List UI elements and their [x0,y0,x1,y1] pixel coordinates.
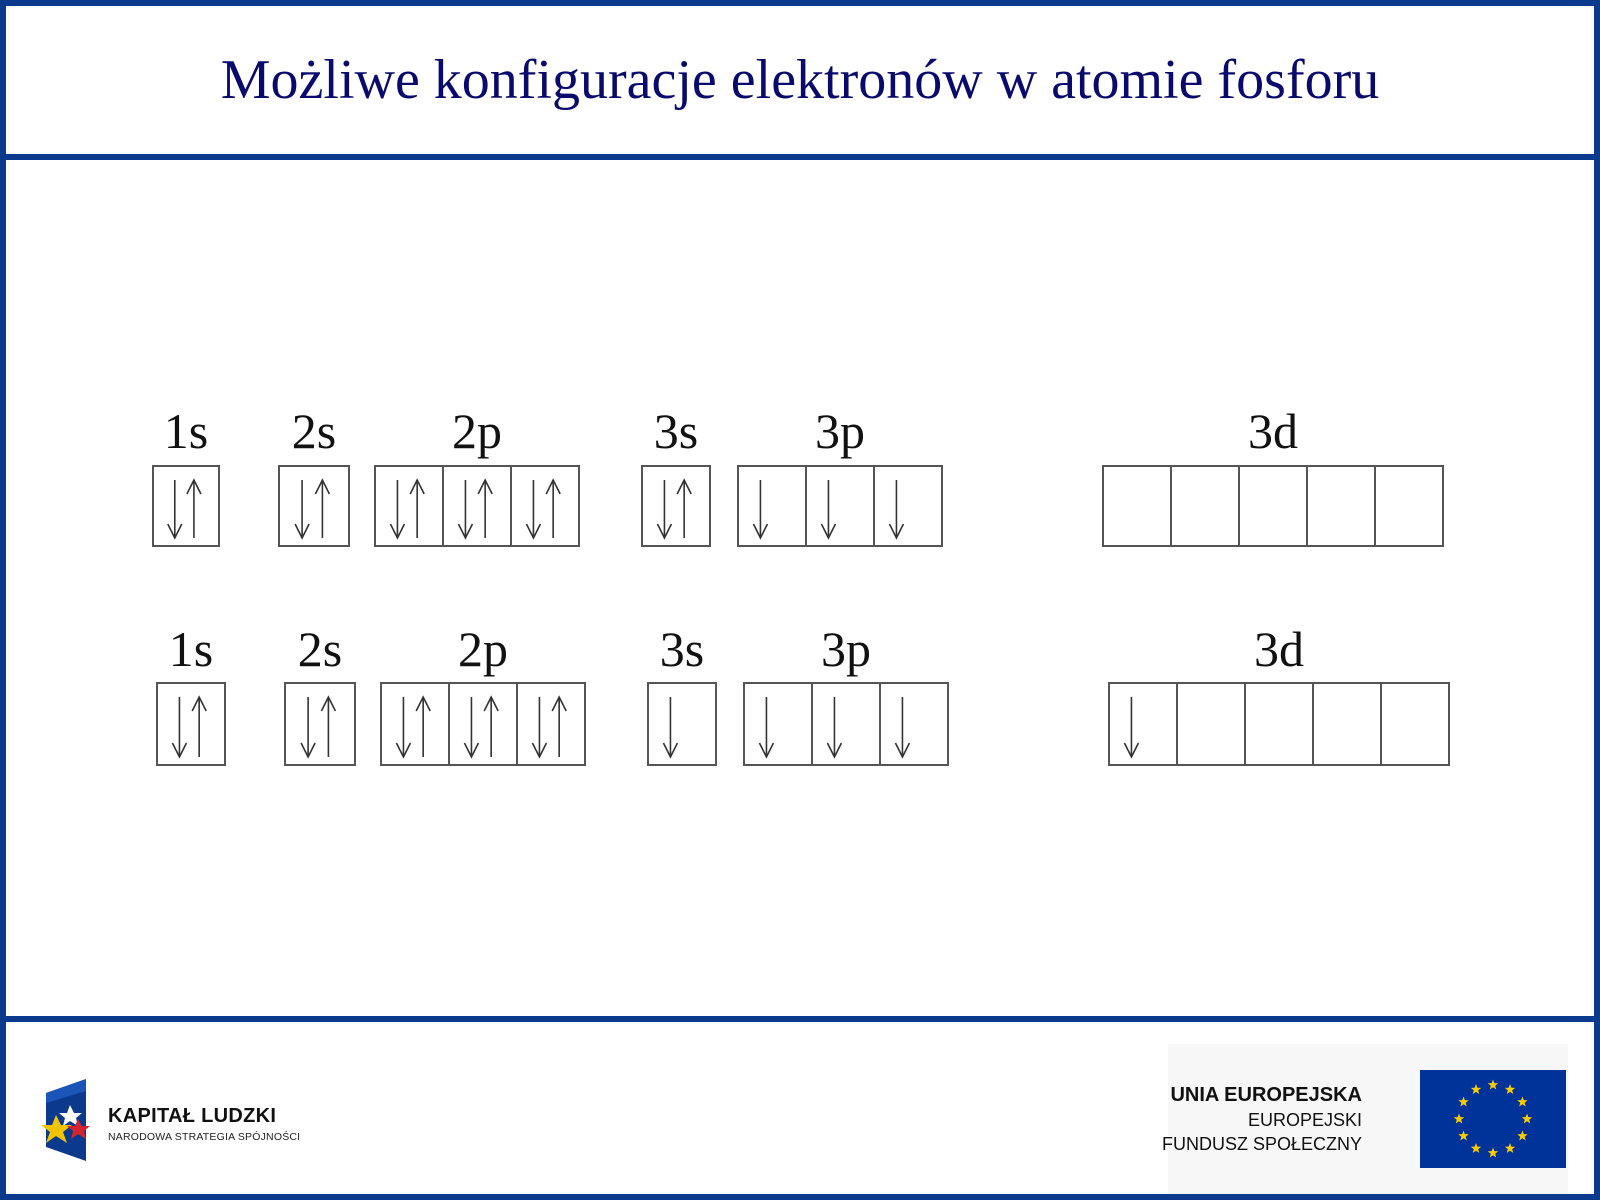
subshell-3s [642,403,710,546]
eu-star-icon [1471,1143,1481,1153]
orbital-box [517,683,585,765]
eu-star-icon [1488,1148,1498,1158]
electron-down-arrow [759,697,773,757]
subshell-label: 2s [297,621,343,677]
eu-line-3: FUNDUSZ SPOŁECZNY [1161,1134,1362,1154]
subshell-3s [648,621,716,765]
orbital-box [1239,466,1307,546]
subshell-label: 3p [821,621,871,677]
orbital-box [642,466,710,546]
orbital-box [1171,466,1239,546]
orbital-box [157,683,225,765]
electron-down-arrow [827,697,841,757]
subshell-3p [744,621,948,765]
subshell-label: 1s [168,621,214,677]
orbital-box [1177,683,1245,765]
orbital-box [285,683,355,765]
subshell-label: 2p [458,621,508,677]
orbital-box [744,683,812,765]
electron-down-arrow [663,697,677,757]
subshell-label: 3p [815,403,865,459]
orbital-box [738,466,806,546]
orbital-box [812,683,880,765]
eu-star-icon [1517,1097,1527,1107]
orbital-box [874,466,942,546]
electron-pair [396,697,430,757]
subshell-3d [1109,621,1449,765]
orbital-box [648,683,716,765]
subshell-2p [375,403,579,546]
eu-star-icon [1505,1084,1515,1094]
subshell-1s [153,403,219,546]
electron-down-arrow [1124,697,1138,757]
electron-pair [295,480,329,538]
subshell-1s [157,621,225,765]
subshell-2s [285,621,355,765]
eu-star-icon [1458,1131,1468,1141]
configuration-1 [153,403,1443,546]
kapital-ludzki-title: KAPITAŁ LUDZKI [108,1105,277,1127]
eu-star-icon [1517,1131,1527,1141]
electron-down-arrow [753,480,767,538]
subshell-3p [738,403,942,546]
eu-star-icon [1454,1114,1464,1124]
electron-pair [458,480,492,538]
electron-pair [657,480,691,538]
eu-star-icon [1471,1084,1481,1094]
orbital-box [1313,683,1381,765]
electron-pair [464,697,498,757]
eu-star-icon [1458,1097,1468,1107]
eu-flag-icon [1420,1070,1566,1168]
electron-down-arrow [895,697,909,757]
subshell-label: 3d [1254,621,1304,677]
electron-pair [172,697,206,757]
eu-star-icon [1505,1143,1515,1153]
orbital-box [381,683,449,765]
eu-line-1: UNIA EUROPEJSKA [1170,1084,1362,1106]
electron-pair [390,480,424,538]
orbital-box [443,466,511,546]
orbital-box [1381,683,1449,765]
electron-pair [301,697,335,757]
orbital-box [1245,683,1313,765]
orbital-box [375,466,443,546]
electron-down-arrow [889,480,903,538]
subshell-label: 1s [163,403,209,459]
orbital-box [153,466,219,546]
subshell-3d [1103,403,1443,546]
electron-pair [526,480,560,538]
subshell-2s [279,403,349,546]
orbital-box [806,466,874,546]
configuration-2 [157,621,1449,765]
kapital-ludzki-subtitle: NARODOWA STRATEGIA SPÓJNOŚCI [108,1131,301,1143]
subshell-2p [381,621,585,765]
eu-star-icon [1488,1080,1498,1090]
subshell-label: 3s [659,621,705,677]
subshell-label: 2s [291,403,337,459]
orbital-box [511,466,579,546]
orbital-box [449,683,517,765]
orbital-box [1307,466,1375,546]
orbital-box [279,466,349,546]
orbital-box [1103,466,1171,546]
electron-pair [168,480,201,538]
subshell-label: 2p [452,403,502,459]
slide-title: Możliwe konfiguracje elektronów w atomie fosforu [220,49,1380,111]
orbital-box [1375,466,1443,546]
electron-down-arrow [821,480,835,538]
eu-star-icon [1522,1114,1532,1124]
kapital-ludzki-logo-icon [40,1075,100,1165]
subshell-label: 3s [653,403,699,459]
orbital-box [880,683,948,765]
electron-pair [532,697,566,757]
eu-line-2: EUROPEJSKI [1247,1110,1362,1130]
eu-footer-text [1162,1082,1362,1156]
orbital-box [1109,683,1177,765]
subshell-label: 3d [1248,403,1298,459]
